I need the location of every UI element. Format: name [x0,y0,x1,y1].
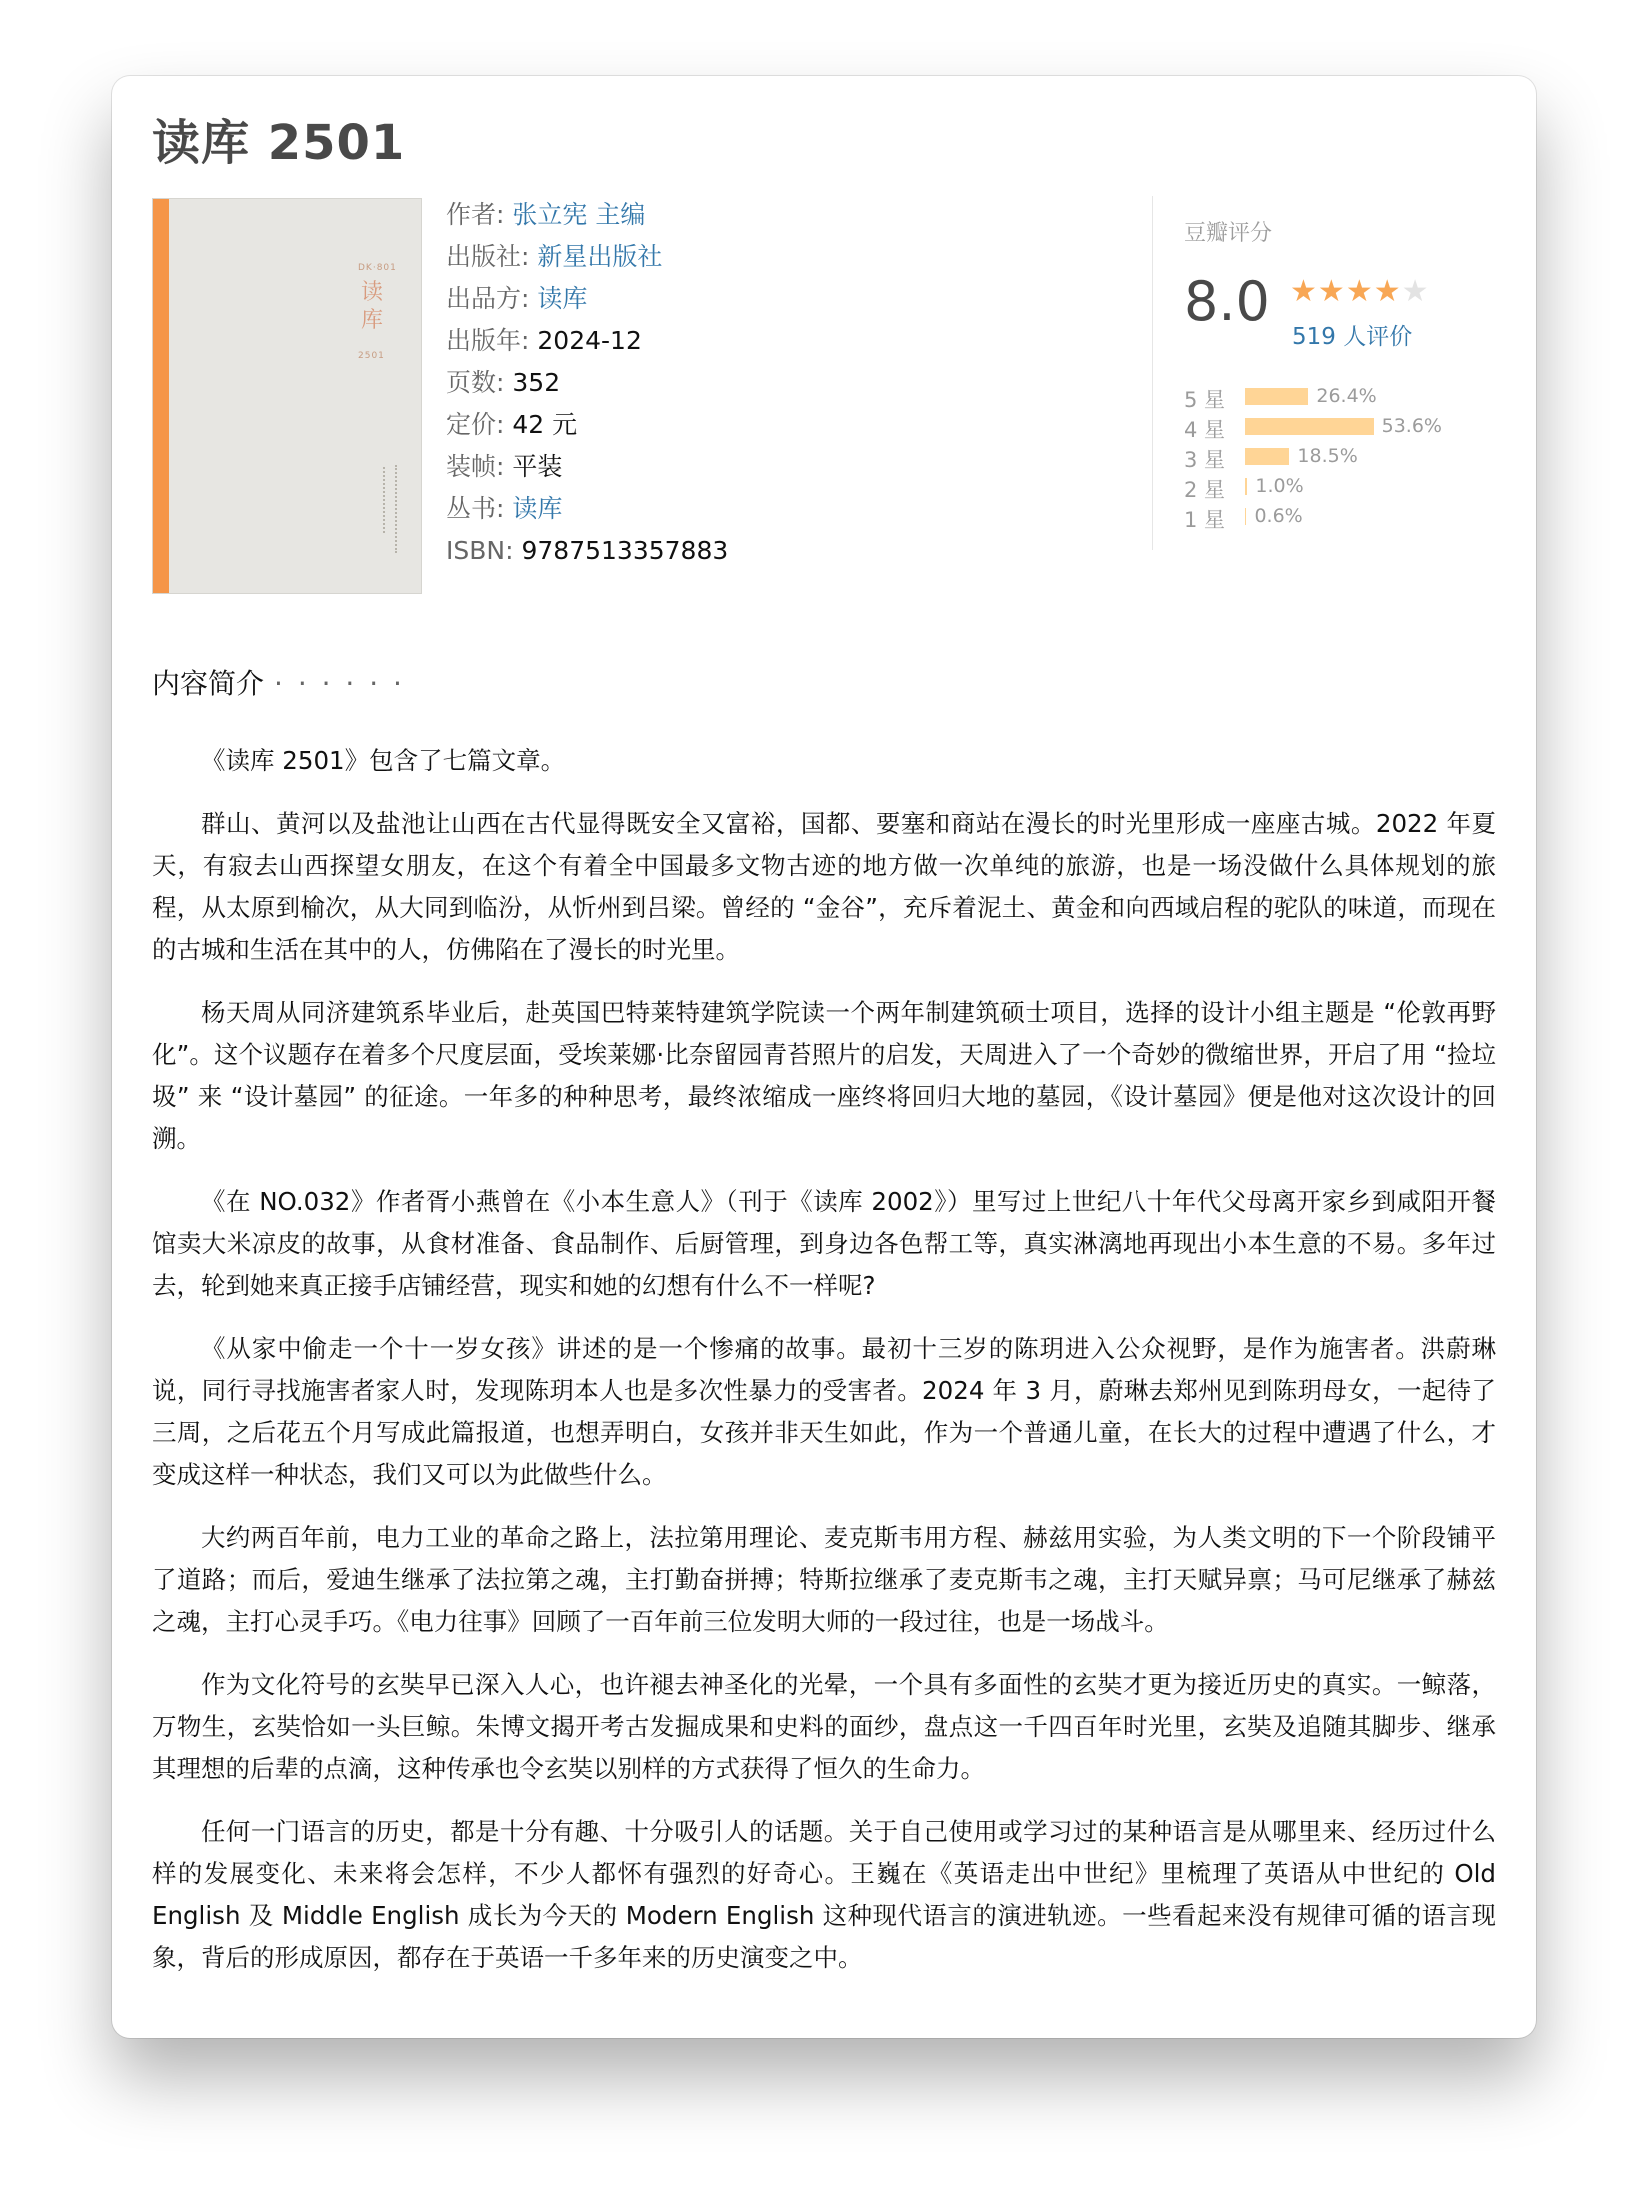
isbn-value: 9787513357883 [521,536,729,565]
intro-paragraph: 《读库 2501》包含了七篇文章。 [201,746,566,775]
rating-percent: 18.5% [1297,445,1358,467]
rating-percent: 1.0% [1255,475,1304,497]
rating-bar [1245,388,1308,405]
rating-percent: 0.6% [1254,505,1303,527]
cover-decoration-line [395,465,401,553]
vertical-divider [1152,196,1153,550]
pages-value: 352 [512,368,561,397]
cover-title: 读库 [361,280,384,333]
intro-paragraph: 作为文化符号的玄奘早已深入人心，也许褪去神圣化的光晕，一个具有多面性的玄奘才更为接近历史的真实。一鲸落，万物生，玄奘恰如一头巨鲸。朱博文揭开考古发掘成果和史料的面纱，盘点这一千四百年时光里，玄奘及追随其脚步、继承其理想的后辈的点滴，这种传承也令玄奘以别样的方式获得了恒久的生命力。 [152,1670,1496,1783]
rating-percent: 53.6% [1381,415,1442,437]
intro-paragraph: 《从家中偷走一个十一岁女孩》讲述的是一个惨痛的故事。最初十三岁的陈玥进入公众视野，是作为施害者。洪蔚琳说，同行寻找施害者家人时，发现陈玥本人也是多次性暴力的受害者。2024 年 3 月，蔚琳去郑州见到陈玥母女，一起待了三周，之后花五个月写成此篇报道，也想弄明白，女孩并非天生如此，作为一个普通儿童，在长大的过程中遭遇了什么，才变成这样一种状态，我们又可以为此做些什么。 [152,1334,1496,1489]
rating-stars [1290,274,1430,309]
author-link[interactable]: 张立宪 主编 [512,200,646,229]
info-pages-row [446,362,1006,404]
info-price-row [446,404,1006,446]
rating-score: 8.0 [1184,270,1270,333]
rating-bar [1245,508,1246,525]
rating-panel [1184,216,1524,532]
star-icon: ★ [1317,274,1346,309]
star-icon: ★ [1290,274,1318,309]
info-producer-row [446,278,1006,320]
pages-label: 页数: [446,368,505,397]
rating-row-label: 3 星 [1184,448,1226,472]
binding-label: 装帧: [446,452,505,481]
producer-link[interactable]: 读库 [537,284,588,313]
info-year-row [446,320,1006,362]
publisher-link[interactable]: 新星出版社 [537,242,663,271]
rating-row-label: 2 星 [1184,478,1226,502]
book-card [112,76,1536,2038]
info-publisher-row [446,236,1006,278]
intro-paragraph: 《在 NO.032》作者胥小燕曾在《小本生意人》（刊于《读库 2002》）里写过上世纪八十年代父母离开家乡到咸阳开餐馆卖大米凉皮的故事，从食材准备、食品制作、后厨管理，到身边各色帮工等，真实淋漓地再现出小本生意的不易。多年过去，轮到她来真正接手店铺经营，现实和她的幻想有什么不一样呢? [152,1187,1496,1300]
series-label: 丛书: [446,494,505,523]
intro-heading [152,662,405,702]
intro-heading-dots: · · · · · · [274,667,405,700]
producer-label: 出品方: [446,284,530,313]
intro-paragraph: 任何一门语言的历史，都是十分有趣、十分吸引人的话题。关于自己使用或学习过的某种语言是从哪里来、经历过什么样的发展变化、未来将会怎样，不少人都怀有强烈的好奇心。王巍在《英语走出中世纪》里梳理了英语从中世纪的 Old English 及 Middle English 成长为今天的 Modern English 这种现代语言的演进轨迹。一些看起来没有规律可循的语言现象，背后的形成原因，都存在于英语一千多年来的历史演变之中。 [152,1817,1496,1972]
cover-small-text: DK·801 [358,263,397,273]
author-label: 作者: [446,200,505,229]
rating-row-label: 5 星 [1184,388,1226,412]
book-cover-image[interactable] [152,198,422,594]
cover-number: 2501 [358,351,385,361]
star-empty-icon: ★ [1401,274,1430,309]
series-link[interactable]: 读库 [512,494,563,523]
year-label: 出版年: [446,326,530,355]
intro-paragraph: 杨天周从同济建筑系毕业后，赴英国巴特莱特建筑学院读一个两年制建筑硕士项目，选择的设计小组主题是 “伦敦再野化”。这个议题存在着多个尺度层面，受埃莱娜·比奈留园青苔照片的启发，天周进入了一个奇妙的微缩世界，开启了用 “捡垃圾” 来 “设计墓园” 的征途。一年多的种种思考，最终浓缩成一座终将回归大地的墓园，《设计墓园》便是他对这次设计的回溯。 [152,998,1496,1153]
rating-percent: 26.4% [1316,385,1377,407]
rating-row-label: 4 星 [1184,418,1226,442]
info-binding-row [446,446,1006,488]
year-value: 2024-12 [537,326,642,355]
binding-value: 平装 [512,452,563,481]
rating-bar [1245,478,1247,495]
rating-bar [1245,448,1289,465]
rating-label: 豆瓣评分 [1184,221,1273,246]
cover-spine [153,199,169,593]
rating-votes-link[interactable]: 519 人评价 [1292,324,1413,350]
publisher-label: 出版社: [446,242,530,271]
rating-row-label: 1 星 [1184,508,1226,532]
star-icon: ★ [1345,274,1374,309]
intro-body [152,740,1496,2000]
rating-bar [1245,418,1374,435]
info-isbn-row [446,530,1006,572]
intro-paragraph: 大约两百年前，电力工业的革命之路上，法拉第用理论、麦克斯韦用方程、赫兹用实验，为人类文明的下一个阶段铺平了道路；而后，爱迪生继承了法拉第之魂，主打勤奋拼搏；特斯拉继承了麦克斯韦之魂，主打天赋异禀；马可尼继承了赫兹之魂，主打心灵手巧。《电力往事》回顾了一百年前三位发明大师的一段过往，也是一场战斗。 [152,1523,1496,1636]
book-info [446,194,1006,572]
price-value: 42 元 [512,410,578,439]
intro-paragraph: 群山、黄河以及盐池让山西在古代显得既安全又富裕，国都、要塞和商站在漫长的时光里形成一座座古城。2022 年夏天，有寂去山西探望女朋友，在这个有着全中国最多文物古迹的地方做一次单纯的旅游，也是一场没做什么具体规划的旅程，从太原到榆次，从大同到临汾，从忻州到吕梁。曾经的 “金谷”，充斥着泥土、黄金和向西域启程的驼队的味道，而现在的古城和生活在其中的人，仿佛陷在了漫长的时光里。 [152,809,1496,964]
info-series-row [446,488,1006,530]
intro-heading-label: 内容简介 [152,667,265,700]
price-label: 定价: [446,410,505,439]
page-title: 读库 2501 [152,115,406,171]
info-author-row [446,194,1006,236]
isbn-label: ISBN: [446,536,514,565]
cover-decoration-line [383,467,389,533]
star-icon: ★ [1373,274,1402,309]
